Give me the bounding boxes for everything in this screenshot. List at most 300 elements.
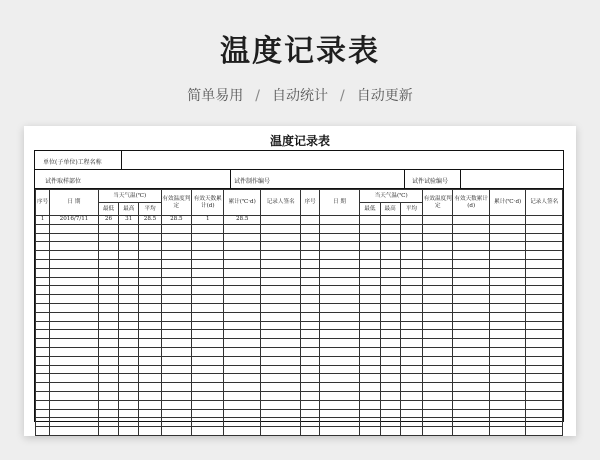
cell-seq	[301, 233, 319, 242]
cell-cumulative	[489, 409, 525, 418]
cell-eff-temp	[161, 339, 191, 348]
cell-signature	[260, 383, 301, 392]
cell-eff-temp	[161, 409, 191, 418]
cell-signature	[260, 427, 301, 436]
cell-cumulative	[489, 224, 525, 233]
cell-cumulative	[489, 295, 525, 304]
cell-cumulative	[224, 277, 260, 286]
cell-seq	[301, 409, 319, 418]
cell-eff-days	[192, 268, 224, 277]
cell-seq	[36, 303, 50, 312]
cell-date	[50, 277, 99, 286]
cell-seq: 1	[36, 216, 50, 225]
cell-signature	[526, 216, 563, 225]
cell-date	[50, 233, 99, 242]
cell-date	[50, 242, 99, 251]
cell-min	[98, 251, 118, 260]
make-no-label: 试件制作编号	[234, 178, 271, 185]
cell-avg	[139, 277, 161, 286]
cell-date	[319, 251, 360, 260]
test-no-label: 试件试验编号	[412, 178, 449, 185]
header-cumulative: 累计(℃·d)	[489, 190, 525, 216]
cell-eff-temp	[423, 295, 453, 304]
cell-eff-days	[453, 339, 489, 348]
cell-date	[319, 277, 360, 286]
cell-seq	[36, 224, 50, 233]
cell-signature	[260, 365, 301, 374]
cell-eff-temp	[161, 233, 191, 242]
cell-seq	[301, 365, 319, 374]
cell-avg	[400, 330, 422, 339]
cell-date	[319, 303, 360, 312]
cell-eff-temp	[423, 418, 453, 427]
cell-signature	[526, 224, 563, 233]
cell-min	[360, 251, 380, 260]
cell-date	[319, 286, 360, 295]
cell-eff-days	[192, 365, 224, 374]
cell-min	[360, 268, 380, 277]
cell-cumulative	[224, 427, 260, 436]
cell-max	[380, 295, 400, 304]
cell-max	[119, 400, 139, 409]
cell-avg	[400, 347, 422, 356]
cell-eff-temp	[161, 391, 191, 400]
cell-date	[50, 347, 99, 356]
cell-max	[119, 409, 139, 418]
cell-avg	[139, 347, 161, 356]
cell-avg	[400, 409, 422, 418]
cell-date	[50, 365, 99, 374]
cell-min	[98, 347, 118, 356]
header-temp: 当天气温(℃)	[360, 190, 423, 203]
cell-seq	[301, 286, 319, 295]
cell-min	[360, 242, 380, 251]
cell-signature	[526, 383, 563, 392]
cell-date	[319, 383, 360, 392]
cell-signature	[526, 242, 563, 251]
cell-min	[360, 224, 380, 233]
cell-avg	[139, 233, 161, 242]
cell-signature	[526, 233, 563, 242]
cell-eff-days	[192, 233, 224, 242]
cell-eff-days	[453, 427, 489, 436]
cell-max	[380, 330, 400, 339]
cell-cumulative	[224, 347, 260, 356]
cell-date	[319, 312, 360, 321]
cell-eff-days	[453, 295, 489, 304]
cell-eff-temp	[423, 224, 453, 233]
cell-min	[360, 259, 380, 268]
cell-eff-temp	[161, 321, 191, 330]
cell-avg	[139, 268, 161, 277]
cell-seq	[301, 251, 319, 260]
cell-date	[50, 303, 99, 312]
header-eff-days: 有效天数累计(d)	[192, 190, 224, 216]
cell-seq	[301, 427, 319, 436]
cell-eff-temp	[161, 303, 191, 312]
cell-avg	[139, 409, 161, 418]
cell-seq	[36, 418, 50, 427]
cell-date	[319, 242, 360, 251]
cell-eff-temp	[423, 303, 453, 312]
cell-cumulative	[489, 374, 525, 383]
cell-cumulative: 28.5	[224, 216, 260, 225]
cell-eff-days	[192, 295, 224, 304]
cell-cumulative	[224, 409, 260, 418]
cell-eff-days	[453, 303, 489, 312]
cell-signature	[526, 259, 563, 268]
cell-max	[119, 330, 139, 339]
cell-eff-temp	[423, 286, 453, 295]
cell-avg	[139, 295, 161, 304]
table-row	[36, 216, 563, 225]
cell-seq	[301, 339, 319, 348]
cell-min	[98, 277, 118, 286]
cell-eff-temp	[423, 259, 453, 268]
cell-seq	[301, 312, 319, 321]
cell-eff-temp	[161, 277, 191, 286]
cell-max	[119, 303, 139, 312]
cell-eff-days	[192, 312, 224, 321]
cell-date	[319, 295, 360, 304]
header-row	[36, 190, 563, 203]
cell-avg	[400, 216, 422, 225]
cell-seq	[36, 312, 50, 321]
cell-avg	[400, 251, 422, 260]
cell-cumulative	[489, 216, 525, 225]
cell-eff-days	[192, 374, 224, 383]
cell-min	[360, 383, 380, 392]
cell-seq	[36, 277, 50, 286]
cell-min	[98, 391, 118, 400]
cell-cumulative	[224, 374, 260, 383]
table-row	[36, 268, 563, 277]
cell-avg	[139, 321, 161, 330]
cell-eff-temp	[423, 321, 453, 330]
cell-max	[380, 312, 400, 321]
cell-eff-temp	[423, 277, 453, 286]
cell-date	[50, 251, 99, 260]
cell-seq	[301, 391, 319, 400]
cell-cumulative	[489, 391, 525, 400]
cell-max	[380, 427, 400, 436]
cell-avg	[400, 286, 422, 295]
header-date: 日 期	[319, 190, 360, 216]
cell-date	[50, 427, 99, 436]
cell-eff-temp	[161, 427, 191, 436]
cell-max	[119, 321, 139, 330]
table-row	[36, 409, 563, 418]
cell-signature	[260, 277, 301, 286]
cell-eff-days	[453, 321, 489, 330]
cell-signature	[260, 330, 301, 339]
cell-eff-days	[453, 347, 489, 356]
cell-eff-temp	[161, 400, 191, 409]
cell-min	[360, 374, 380, 383]
cell-cumulative	[224, 268, 260, 277]
cell-avg	[400, 233, 422, 242]
cell-eff-days	[192, 286, 224, 295]
cell-cumulative	[224, 312, 260, 321]
cell-seq	[36, 233, 50, 242]
cell-seq	[301, 303, 319, 312]
table-row	[36, 312, 563, 321]
cell-eff-temp	[161, 330, 191, 339]
cell-avg	[139, 400, 161, 409]
cell-eff-days	[453, 242, 489, 251]
cell-signature	[260, 321, 301, 330]
cell-max	[380, 251, 400, 260]
cell-seq	[36, 391, 50, 400]
cell-signature	[526, 418, 563, 427]
cell-eff-days	[192, 339, 224, 348]
cell-max	[119, 356, 139, 365]
table-row	[36, 339, 563, 348]
cell-signature	[260, 224, 301, 233]
cell-max	[119, 268, 139, 277]
sheet-title: 温度记录表	[269, 134, 330, 148]
tagline-separator: /	[255, 88, 260, 104]
cell-signature	[260, 347, 301, 356]
table-row	[36, 259, 563, 268]
record-form	[34, 150, 564, 422]
header-eff-temp: 有效温度判定	[423, 190, 453, 216]
cell-eff-days	[192, 347, 224, 356]
cell-eff-days	[192, 400, 224, 409]
cell-seq	[301, 374, 319, 383]
cell-seq	[301, 347, 319, 356]
cell-min	[98, 295, 118, 304]
cell-seq	[301, 216, 319, 225]
cell-eff-days	[192, 251, 224, 260]
table-row	[36, 321, 563, 330]
cell-signature	[260, 268, 301, 277]
cell-min	[98, 312, 118, 321]
cell-eff-temp	[423, 268, 453, 277]
cell-signature	[526, 427, 563, 436]
cell-cumulative	[489, 277, 525, 286]
divider	[230, 170, 231, 188]
header-seq: 序号	[301, 190, 319, 216]
cell-cumulative	[489, 427, 525, 436]
cell-eff-days	[453, 277, 489, 286]
cell-eff-days	[453, 391, 489, 400]
cell-signature	[260, 286, 301, 295]
cell-avg	[139, 365, 161, 374]
cell-seq	[301, 400, 319, 409]
cell-signature	[260, 233, 301, 242]
cell-cumulative	[224, 321, 260, 330]
cell-seq	[36, 339, 50, 348]
cell-avg	[400, 400, 422, 409]
cell-max	[380, 391, 400, 400]
cell-avg	[400, 374, 422, 383]
cell-seq	[36, 365, 50, 374]
cell-min	[98, 400, 118, 409]
table-row	[36, 251, 563, 260]
cell-date	[319, 259, 360, 268]
header-min: 最低	[98, 203, 118, 216]
cell-cumulative	[489, 286, 525, 295]
cell-cumulative	[224, 383, 260, 392]
cell-date	[50, 400, 99, 409]
cell-min	[98, 383, 118, 392]
cell-max	[119, 251, 139, 260]
header-avg: 平均	[400, 203, 422, 216]
cell-eff-days	[192, 391, 224, 400]
cell-signature	[526, 409, 563, 418]
cell-eff-temp	[423, 409, 453, 418]
cell-signature	[260, 418, 301, 427]
cell-seq	[36, 383, 50, 392]
header-temp: 当天气温(℃)	[98, 190, 161, 203]
cell-avg	[139, 303, 161, 312]
unit-row	[35, 151, 563, 170]
cell-date	[50, 356, 99, 365]
cell-cumulative	[489, 347, 525, 356]
cell-date	[50, 321, 99, 330]
table-row	[36, 330, 563, 339]
cell-max	[119, 418, 139, 427]
cell-eff-temp	[161, 259, 191, 268]
cell-signature	[260, 374, 301, 383]
cell-signature	[526, 339, 563, 348]
cell-seq	[36, 409, 50, 418]
cell-avg	[139, 330, 161, 339]
cell-date	[319, 224, 360, 233]
cell-cumulative	[224, 286, 260, 295]
cell-max	[380, 339, 400, 348]
cell-min	[360, 427, 380, 436]
cell-eff-temp	[161, 418, 191, 427]
cell-min	[98, 409, 118, 418]
cell-avg	[139, 259, 161, 268]
cell-max	[380, 374, 400, 383]
cell-eff-days	[192, 303, 224, 312]
cell-eff-temp	[423, 383, 453, 392]
cell-signature	[260, 409, 301, 418]
cell-avg	[400, 418, 422, 427]
cell-date	[319, 347, 360, 356]
cell-max	[380, 224, 400, 233]
divider	[121, 151, 122, 169]
cell-seq	[36, 427, 50, 436]
page-title: 温度记录表	[220, 34, 380, 69]
cell-eff-temp	[423, 339, 453, 348]
cell-date	[319, 356, 360, 365]
cell-date	[50, 286, 99, 295]
cell-min	[98, 233, 118, 242]
cell-signature	[526, 330, 563, 339]
cell-cumulative	[224, 303, 260, 312]
cell-min	[360, 400, 380, 409]
cell-max	[119, 295, 139, 304]
cell-eff-days	[192, 224, 224, 233]
header-eff-temp: 有效温度判定	[161, 190, 191, 216]
header-min: 最低	[360, 203, 380, 216]
cell-max	[380, 356, 400, 365]
cell-max	[119, 427, 139, 436]
cell-eff-days	[192, 427, 224, 436]
cell-signature	[526, 391, 563, 400]
cell-eff-days	[192, 383, 224, 392]
cell-cumulative	[224, 330, 260, 339]
cell-seq	[36, 321, 50, 330]
cell-eff-days	[453, 224, 489, 233]
cell-date	[50, 374, 99, 383]
cell-eff-days	[453, 216, 489, 225]
cell-min	[98, 321, 118, 330]
table-row	[36, 233, 563, 242]
cell-max	[119, 277, 139, 286]
table-row	[36, 286, 563, 295]
cell-eff-days	[453, 374, 489, 383]
cell-seq	[36, 295, 50, 304]
cell-date	[50, 312, 99, 321]
cell-signature	[526, 347, 563, 356]
cell-avg	[400, 242, 422, 251]
cell-cumulative	[489, 383, 525, 392]
cell-seq	[301, 418, 319, 427]
sample-site-label: 试件取样部位	[45, 178, 82, 185]
cell-avg	[400, 259, 422, 268]
cell-min	[360, 347, 380, 356]
cell-eff-days	[453, 259, 489, 268]
cell-signature	[526, 268, 563, 277]
cell-eff-temp	[423, 312, 453, 321]
cell-eff-temp	[161, 383, 191, 392]
cell-date	[50, 383, 99, 392]
cell-eff-temp	[423, 400, 453, 409]
cell-seq	[36, 251, 50, 260]
cell-avg	[400, 224, 422, 233]
cell-date	[319, 321, 360, 330]
cell-max	[119, 383, 139, 392]
cell-cumulative	[489, 268, 525, 277]
tagline-item: 简单易用	[187, 88, 244, 104]
cell-cumulative	[489, 259, 525, 268]
cell-avg	[400, 268, 422, 277]
cell-eff-temp	[423, 427, 453, 436]
cell-eff-temp	[161, 347, 191, 356]
cell-max	[380, 418, 400, 427]
cell-avg	[400, 303, 422, 312]
cell-min	[360, 321, 380, 330]
cell-cumulative	[489, 339, 525, 348]
cell-eff-temp	[161, 242, 191, 251]
cell-signature	[526, 356, 563, 365]
cell-avg	[139, 224, 161, 233]
cell-avg	[400, 383, 422, 392]
cell-cumulative	[489, 330, 525, 339]
table-row	[36, 383, 563, 392]
cell-cumulative	[489, 242, 525, 251]
cell-date	[50, 391, 99, 400]
cell-avg	[139, 418, 161, 427]
cell-eff-temp	[423, 330, 453, 339]
cell-date	[319, 268, 360, 277]
cell-avg	[400, 339, 422, 348]
cell-min	[360, 277, 380, 286]
cell-min	[98, 330, 118, 339]
cell-max	[380, 242, 400, 251]
cell-eff-days	[192, 418, 224, 427]
cell-max	[119, 242, 139, 251]
cell-seq	[36, 347, 50, 356]
cell-eff-days	[453, 251, 489, 260]
cell-seq	[301, 277, 319, 286]
cell-seq	[36, 286, 50, 295]
